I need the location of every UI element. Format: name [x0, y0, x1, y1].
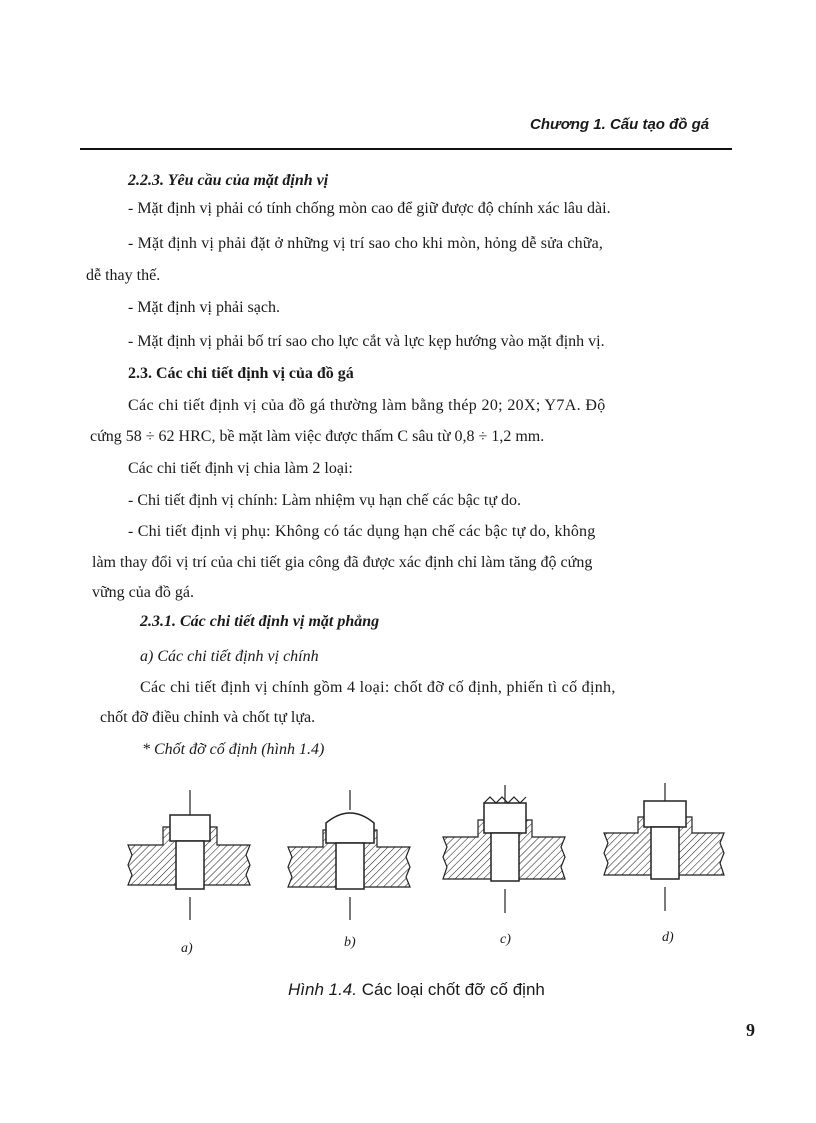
- section-heading-2-3-1: 2.3.1. Các chi tiết định vị mặt phẳng: [140, 613, 380, 630]
- paragraph-line: cứng 58 ÷ 62 HRC, bề mặt làm việc được thấm C sâu từ 0,8 ÷ 1,2 mm.: [90, 428, 545, 445]
- caption-text: Các loại chốt đỡ cố định: [357, 980, 545, 999]
- page-number: 9: [746, 1020, 755, 1040]
- section-heading-2-2-3: 2.2.3. Yêu cầu của mặt định vị: [128, 172, 329, 189]
- subheading-a: a) Các chi tiết định vị chính: [140, 648, 319, 665]
- paragraph-line: Các chi tiết định vị chia làm 2 loại:: [128, 460, 353, 477]
- figure-1-4: [0, 775, 816, 975]
- figure-caption: [288, 980, 545, 1000]
- fixed-support-pin-a: [128, 790, 250, 920]
- figure-label-a: a): [181, 941, 193, 956]
- bullet-line: dễ thay thế.: [86, 267, 161, 284]
- bullet-line: vững của đồ gá.: [92, 584, 194, 601]
- chapter-header: Chương 1. Cấu tạo đồ gá: [530, 116, 710, 133]
- fixed-support-pin-d: [604, 783, 724, 911]
- figure-label-b: b): [344, 935, 356, 950]
- header-rule: [80, 148, 732, 150]
- fixed-support-pin-c: [443, 785, 565, 913]
- paragraph-line: Các chi tiết định vị của đồ gá thường làm bằng thép 20; 20X; Y7A. Độ: [128, 397, 606, 414]
- fixed-support-pin-b: [288, 790, 410, 920]
- bullet-line: - Mặt định vị phải đặt ở những vị trí sao cho khi mòn, hỏng dễ sửa chữa,: [128, 235, 603, 252]
- paragraph-line: Các chi tiết định vị chính gồm 4 loại: chốt đỡ cố định, phiến tì cố định,: [140, 679, 616, 696]
- caption-lead: Hình 1.4.: [288, 980, 357, 999]
- bullet-line: - Mặt định vị phải bố trí sao cho lực cắt và lực kẹp hướng vào mặt định vị.: [128, 333, 605, 350]
- figure-label-c: c): [500, 932, 511, 947]
- bullet-line: - Mặt định vị phải sạch.: [128, 299, 280, 316]
- bullet-line: - Chi tiết định vị phụ: Không có tác dụng hạn chế các bậc tự do, không: [128, 523, 596, 540]
- figure-label-d: d): [662, 930, 674, 945]
- section-heading-2-3: 2.3. Các chi tiết định vị của đồ gá: [128, 365, 354, 382]
- bullet-line: làm thay đổi vị trí của chi tiết gia công đã được xác định chỉ làm tăng độ cứng: [92, 554, 593, 571]
- list-item: * Chốt đỡ cố định (hình 1.4): [142, 741, 325, 758]
- bullet-line: - Chi tiết định vị chính: Làm nhiệm vụ hạn chế các bậc tự do.: [128, 492, 522, 509]
- bullet-line: - Mặt định vị phải có tính chống mòn cao để giữ được độ chính xác lâu dài.: [128, 200, 611, 217]
- paragraph-line: chốt đỡ điều chỉnh và chốt tự lựa.: [100, 709, 316, 726]
